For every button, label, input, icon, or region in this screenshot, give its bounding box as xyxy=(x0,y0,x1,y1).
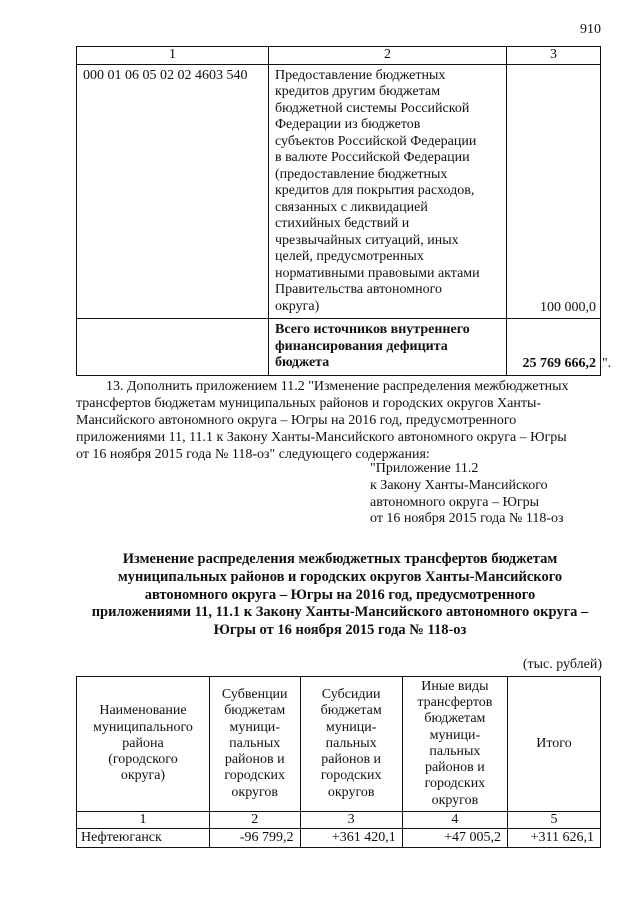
total-label xyxy=(269,319,507,376)
total-value: +311 626,1 xyxy=(507,829,600,848)
column-numbers xyxy=(77,811,601,828)
total-amount: 25 769 666,2 xyxy=(507,319,601,376)
col-number: 2 xyxy=(209,811,300,828)
col-number: 4 xyxy=(402,811,507,828)
header-subsidies: Субсидии бюджетам муници- пальных районов и городских округов xyxy=(300,677,402,812)
text-line: бюджетной системы Российской xyxy=(275,100,470,116)
header-municipality: Наименование муниципального района (городского округа) xyxy=(77,677,210,812)
text-line: Правительства автономного xyxy=(275,282,442,298)
text-line: Федерации из бюджетов xyxy=(275,117,421,133)
appendix-reference xyxy=(370,461,564,528)
text-line: в валюте Российской Федерации xyxy=(275,150,470,166)
text-line: кредитов для покрытия расходов, xyxy=(275,183,475,199)
header-col-2: 2 xyxy=(269,47,507,65)
header-subventions: Субвенции бюджетам муници- пальных районов и городских округов xyxy=(209,677,300,812)
subsidies-value: +361 420,1 xyxy=(300,829,402,848)
col-number: 3 xyxy=(300,811,402,828)
text-line: бюджета xyxy=(275,355,330,371)
title-line: Югры от 16 ноября 2015 года № 118-оз xyxy=(213,622,467,639)
amendment-paragraph xyxy=(76,378,601,463)
text-line: (предоставление бюджетных xyxy=(275,166,448,182)
document-title xyxy=(60,551,620,640)
title-line: Изменение распределения межбюджетных трансфертов бюджетам xyxy=(122,551,558,567)
other-value: +47 005,2 xyxy=(402,829,507,848)
col-number: 1 xyxy=(77,811,210,828)
text-line: целей, предусмотренных xyxy=(275,249,424,265)
sources-table-header xyxy=(77,47,601,65)
text-line: округа) xyxy=(275,298,320,314)
header-other-transfers: Иные виды трансфертов бюджетам муници- пальных районов и городских округов xyxy=(402,677,507,812)
closing-quote: ". xyxy=(602,356,612,371)
text-line: Мансийского автономного округа – Югры на 2016 год, предусмотренного xyxy=(76,413,517,429)
sources-table xyxy=(76,46,601,376)
text-line: к Закону Ханты-Мансийского xyxy=(370,477,548,493)
title-line: приложениями 11, 11.1 к Закону Ханты-Мансийского автономного округа – xyxy=(91,604,589,621)
page-number: 910 xyxy=(580,22,601,37)
text-line: чрезвычайных ситуаций, иных xyxy=(275,232,459,248)
total-row xyxy=(77,319,601,376)
text-line: кредитов другим бюджетам xyxy=(275,84,441,100)
text-line: 13. Дополнить приложением 11.2 "Изменение распределения межбюджетных xyxy=(106,379,569,394)
text-line: связанных с ликвидацией xyxy=(275,199,428,215)
transfers-table-header xyxy=(77,677,601,812)
text-line: субъектов Российской Федерации xyxy=(275,133,477,149)
text-line: трансфертов бюджетам муниципальных районов и городских округов Ханты- xyxy=(76,396,542,412)
text-line: финансирования дефицита xyxy=(275,338,448,354)
budget-code: 000 01 06 05 02 02 4603 540 xyxy=(77,64,269,319)
text-line: автономного округа – Югры xyxy=(370,494,539,510)
title-line: автономного округа – Югры на 2016 год, предусмотренного xyxy=(144,586,536,603)
table-row xyxy=(77,64,601,319)
text-line: от 16 ноября 2015 года № 118-оз xyxy=(370,511,564,527)
subventions-value: -96 799,2 xyxy=(209,829,300,848)
unit-label: (тыс. рублей) xyxy=(522,657,602,672)
col-number: 5 xyxy=(507,811,600,828)
amount: 100 000,0 xyxy=(507,64,601,319)
transfers-table xyxy=(76,676,601,848)
title-line: муниципальных районов и городских округов Ханты-Мансийского xyxy=(117,568,563,585)
header-col-3: 3 xyxy=(507,47,601,65)
source-description xyxy=(269,64,507,319)
table-row xyxy=(77,829,601,848)
text-line: Предоставление бюджетных xyxy=(275,67,446,83)
text-line: от 16 ноября 2015 года № 118-оз" следующего содержания: xyxy=(76,447,430,463)
text-line: "Приложение 11.2 xyxy=(370,461,479,476)
text-line: стихийных бедствий и xyxy=(275,216,410,232)
text-line: приложениями 11, 11.1 к Закону Ханты-Мансийского автономного округа – Югры xyxy=(76,430,567,446)
header-total: Итого xyxy=(507,677,600,812)
text-line: Всего источников внутреннего xyxy=(275,322,470,338)
header-col-1: 1 xyxy=(77,47,269,65)
municipality-name: Нефтеюганск xyxy=(77,829,210,848)
empty-cell xyxy=(77,319,269,376)
text-line: нормативными правовыми актами xyxy=(275,265,480,281)
